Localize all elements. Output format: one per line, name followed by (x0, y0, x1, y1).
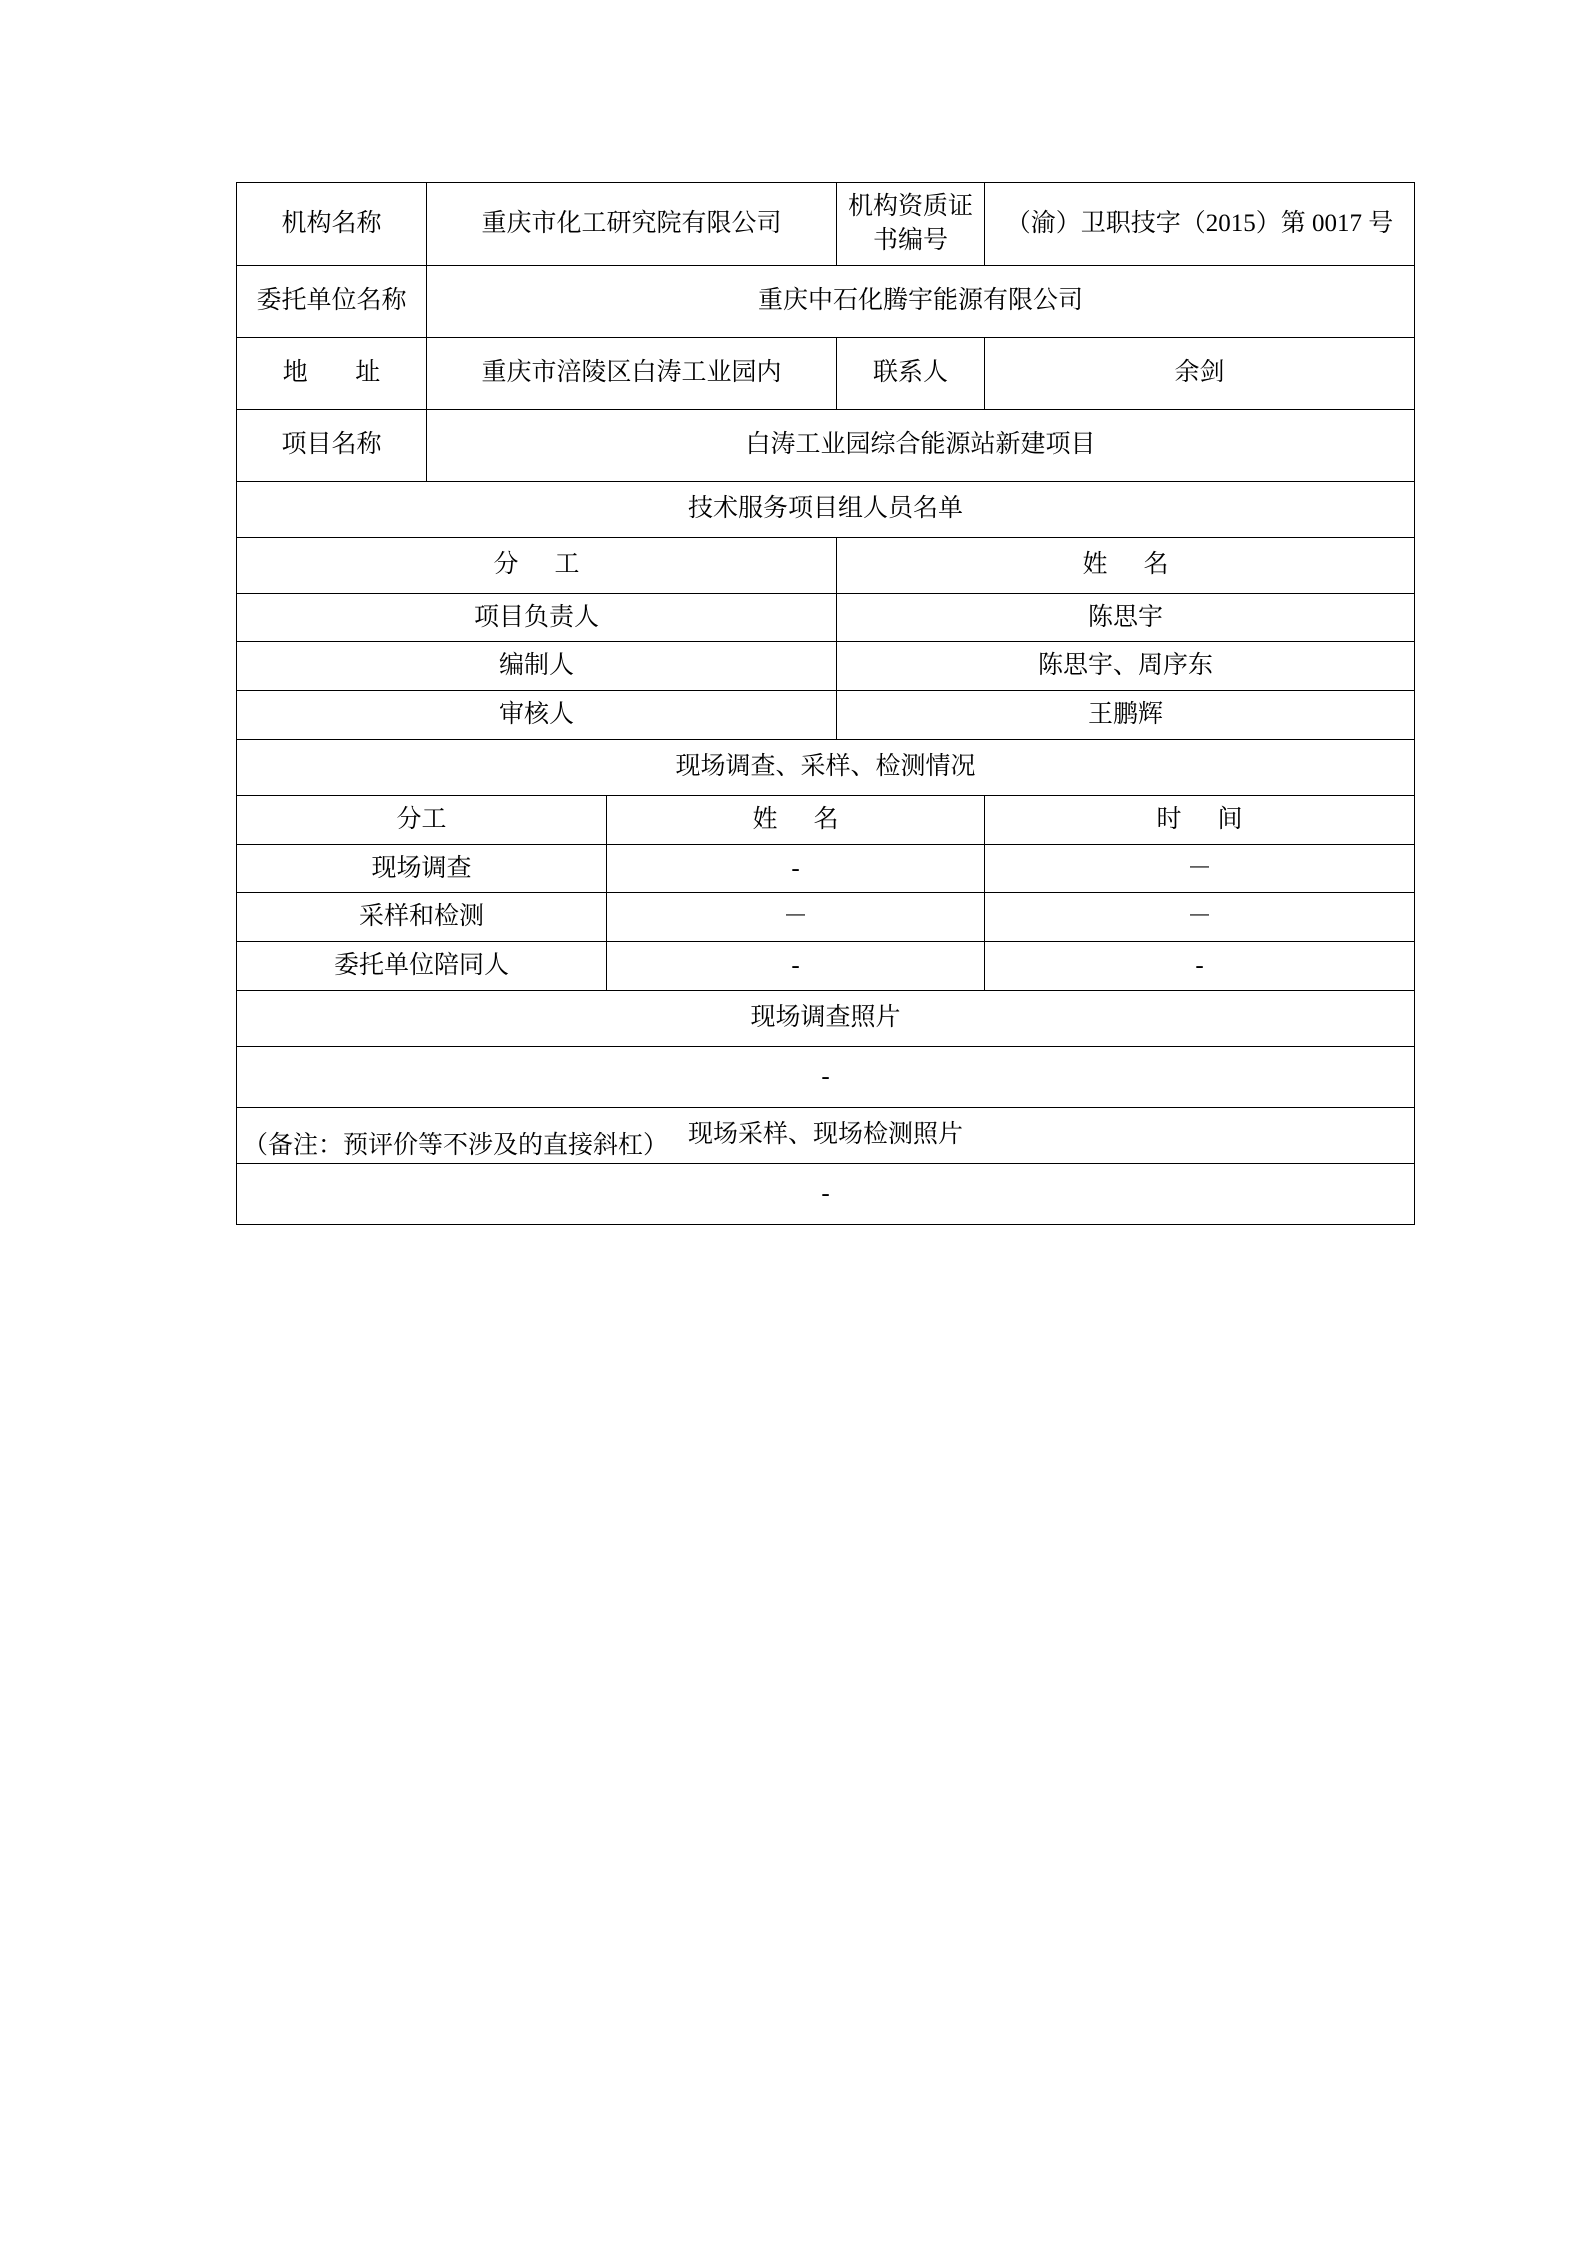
table-row (237, 844, 1415, 893)
table-header-row (237, 537, 1415, 593)
table-row (237, 265, 1415, 337)
survey-name: - (607, 844, 985, 893)
table-row (237, 691, 1415, 740)
survey-time: - (985, 942, 1415, 991)
table-row (237, 409, 1415, 481)
table-row (237, 593, 1415, 642)
table-row (237, 1046, 1415, 1107)
team-section-title: 技术服务项目组人员名单 (237, 481, 1415, 537)
survey-time: － (985, 844, 1415, 893)
cert-no-label: 机构资质证书编号 (837, 183, 985, 266)
survey-col-time: 时 间 (985, 795, 1415, 844)
team-role: 编制人 (237, 642, 837, 691)
table-row (237, 893, 1415, 942)
client-label: 委托单位名称 (237, 265, 427, 337)
table-section-header (237, 990, 1415, 1046)
survey-name: - (607, 942, 985, 991)
client-value: 重庆中石化腾宇能源有限公司 (427, 265, 1415, 337)
table-section-header (237, 481, 1415, 537)
survey-section-title: 现场调查、采样、检测情况 (237, 739, 1415, 795)
photo-survey-value: - (237, 1046, 1415, 1107)
information-table (236, 182, 1415, 1225)
table-section-header (237, 739, 1415, 795)
survey-col-role: 分工 (237, 795, 607, 844)
table-row (237, 183, 1415, 266)
team-col-name: 姓 名 (837, 537, 1415, 593)
photo-sampling-value: - (237, 1163, 1415, 1224)
table-header-row (237, 795, 1415, 844)
project-value: 白涛工业园综合能源站新建项目 (427, 409, 1415, 481)
table-row (237, 942, 1415, 991)
org-name-value: 重庆市化工研究院有限公司 (427, 183, 837, 266)
table-row (237, 642, 1415, 691)
team-name: 陈思宇 (837, 593, 1415, 642)
cert-no-value: （渝）卫职技字（2015）第 0017 号 (985, 183, 1415, 266)
footnote: （备注：预评价等不涉及的直接斜杠） (243, 1132, 669, 1159)
contact-value: 余剑 (985, 337, 1415, 409)
survey-role: 委托单位陪同人 (237, 942, 607, 991)
survey-col-name: 姓 名 (607, 795, 985, 844)
survey-name: － (607, 893, 985, 942)
address-label: 地 址 (237, 337, 427, 409)
photo-sampling-title: 现场采样、现场检测照片 (237, 1107, 1415, 1163)
survey-role: 采样和检测 (237, 893, 607, 942)
table-row (237, 337, 1415, 409)
survey-time: － (985, 893, 1415, 942)
team-name: 王鹏辉 (837, 691, 1415, 740)
table-row (237, 1163, 1415, 1224)
org-name-label: 机构名称 (237, 183, 427, 266)
team-role: 项目负责人 (237, 593, 837, 642)
photo-survey-title: 现场调查照片 (237, 990, 1415, 1046)
team-role: 审核人 (237, 691, 837, 740)
team-col-role: 分 工 (237, 537, 837, 593)
address-value: 重庆市涪陵区白涛工业园内 (427, 337, 837, 409)
contact-label: 联系人 (837, 337, 985, 409)
team-name: 陈思宇、周序东 (837, 642, 1415, 691)
project-label: 项目名称 (237, 409, 427, 481)
survey-role: 现场调查 (237, 844, 607, 893)
